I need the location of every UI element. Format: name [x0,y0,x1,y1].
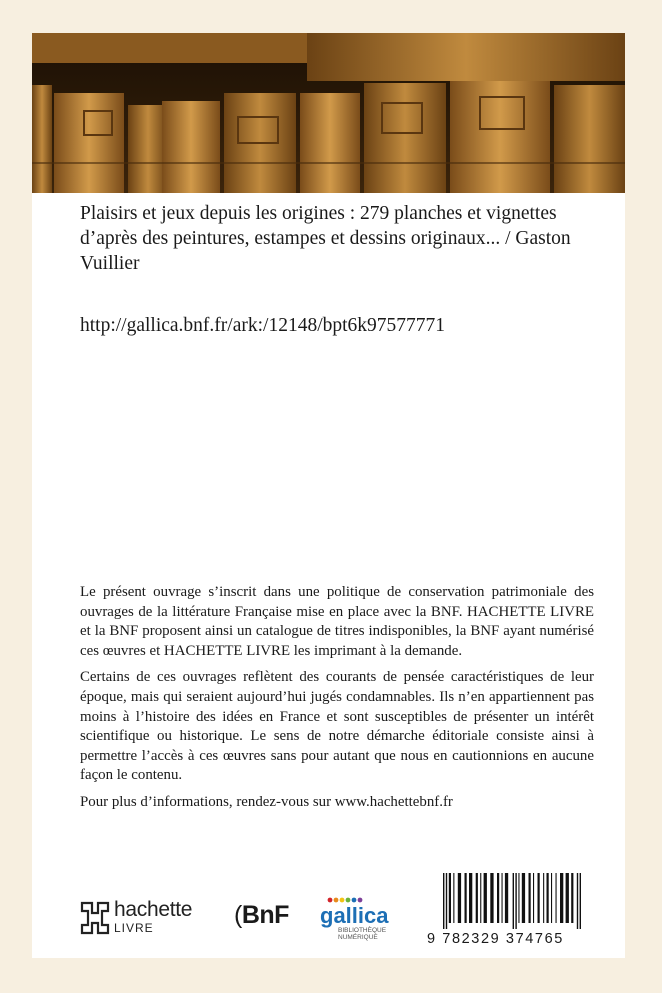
barcode-bar [551,873,552,923]
book-spines-image [32,33,625,193]
publisher-notice [80,583,594,820]
barcode-bar [497,873,499,923]
barcode-bar [480,873,481,923]
barcode-bar [543,873,544,923]
barcode-bar [469,873,472,923]
barcode-digits: 9 782329 374765 [427,931,564,947]
cover-card [32,33,625,958]
notice-paragraph-3: Pour plus d’informations, rendez-vous sur www.hachettebnf.fr [80,793,453,810]
gallica-logo-name: gallica [320,903,389,928]
hachette-logo-name: hachette [114,898,193,921]
barcode-bar [566,873,569,923]
barcode-bar [453,873,454,923]
barcode-bar [538,873,540,923]
gallica-logo-sub2: NUMÉRIQUE [338,934,378,941]
barcode-bar [490,873,493,923]
gallica-logo [318,895,398,947]
hachette-logo [114,899,192,935]
book-title: Plaisirs et jeux depuis les origines : 279 planches et vignettes d’après des peintures, estampes et dessins originaux... / Gaston Vuillier [80,203,571,274]
barcode-bar [449,873,451,923]
bnf-logo [234,901,289,930]
gallica-dots-icon [328,898,363,903]
barcode-bar [443,873,444,929]
isbn-barcode [427,871,612,951]
gallica-logo-sub1: BIBLIOTHÈQUE [338,927,387,934]
barcode-bar [484,873,487,923]
barcode-bar [571,873,573,923]
notice-paragraph-1: Le présent ouvrage s’inscrit dans une politique de conservation patrimoniale des ouvrages de la littérature Française mise en place avec la BNF. HACHETTE LIVRE et la BNF proposent ainsi un catalogue de titres indisponibles, la BNF ayant numérisé ces œuvres et HACHETTE LIVRE les imprimant à la demande. [80,584,594,659]
barcode-bar [518,873,519,923]
notice-paragraph-2: Certains de ces ouvrages reflètent des courants de pensée caractéristiques de leur époque, mais qui seraient aujourd’hui jugés condamnables. Ils n’en appartiennent pas moins à l’histoire des idées en France et sont susceptibles de présenter un intérêt scientifique ou historique. Le sens de notre démarche éditoriale consiste ainsi à permettre l’accès à ces œuvres sans pour autant que nous en cautionnions en aucune façon le contenu. [80,669,594,784]
barcode-bar [577,873,578,929]
barcode-bar [522,873,525,923]
logo-row [80,895,410,945]
barcode-bar [560,873,563,923]
barcode-bars [427,871,612,929]
barcode-bar [556,873,557,923]
book-url: http://gallica.bnf.fr/ark:/12148/bpt6k97577771 [80,315,446,336]
barcode-bar [505,873,508,923]
hachette-logo-icon [80,901,110,939]
barcode-bar [580,873,581,929]
barcode-bar [529,873,531,923]
barcode-bar [465,873,467,923]
barcode-bar [446,873,447,929]
bnf-logo-bracket-icon: ( [234,901,242,929]
barcode-bar [547,873,549,923]
barcode-bar [502,873,503,923]
barcode-bar [476,873,478,923]
bnf-logo-text: BnF [241,901,289,929]
hachette-logo-sub: LIVRE [114,921,154,935]
barcode-bar [458,873,461,923]
barcode-bar [533,873,534,923]
barcode-bar [515,873,516,929]
barcode-bar [513,873,514,929]
